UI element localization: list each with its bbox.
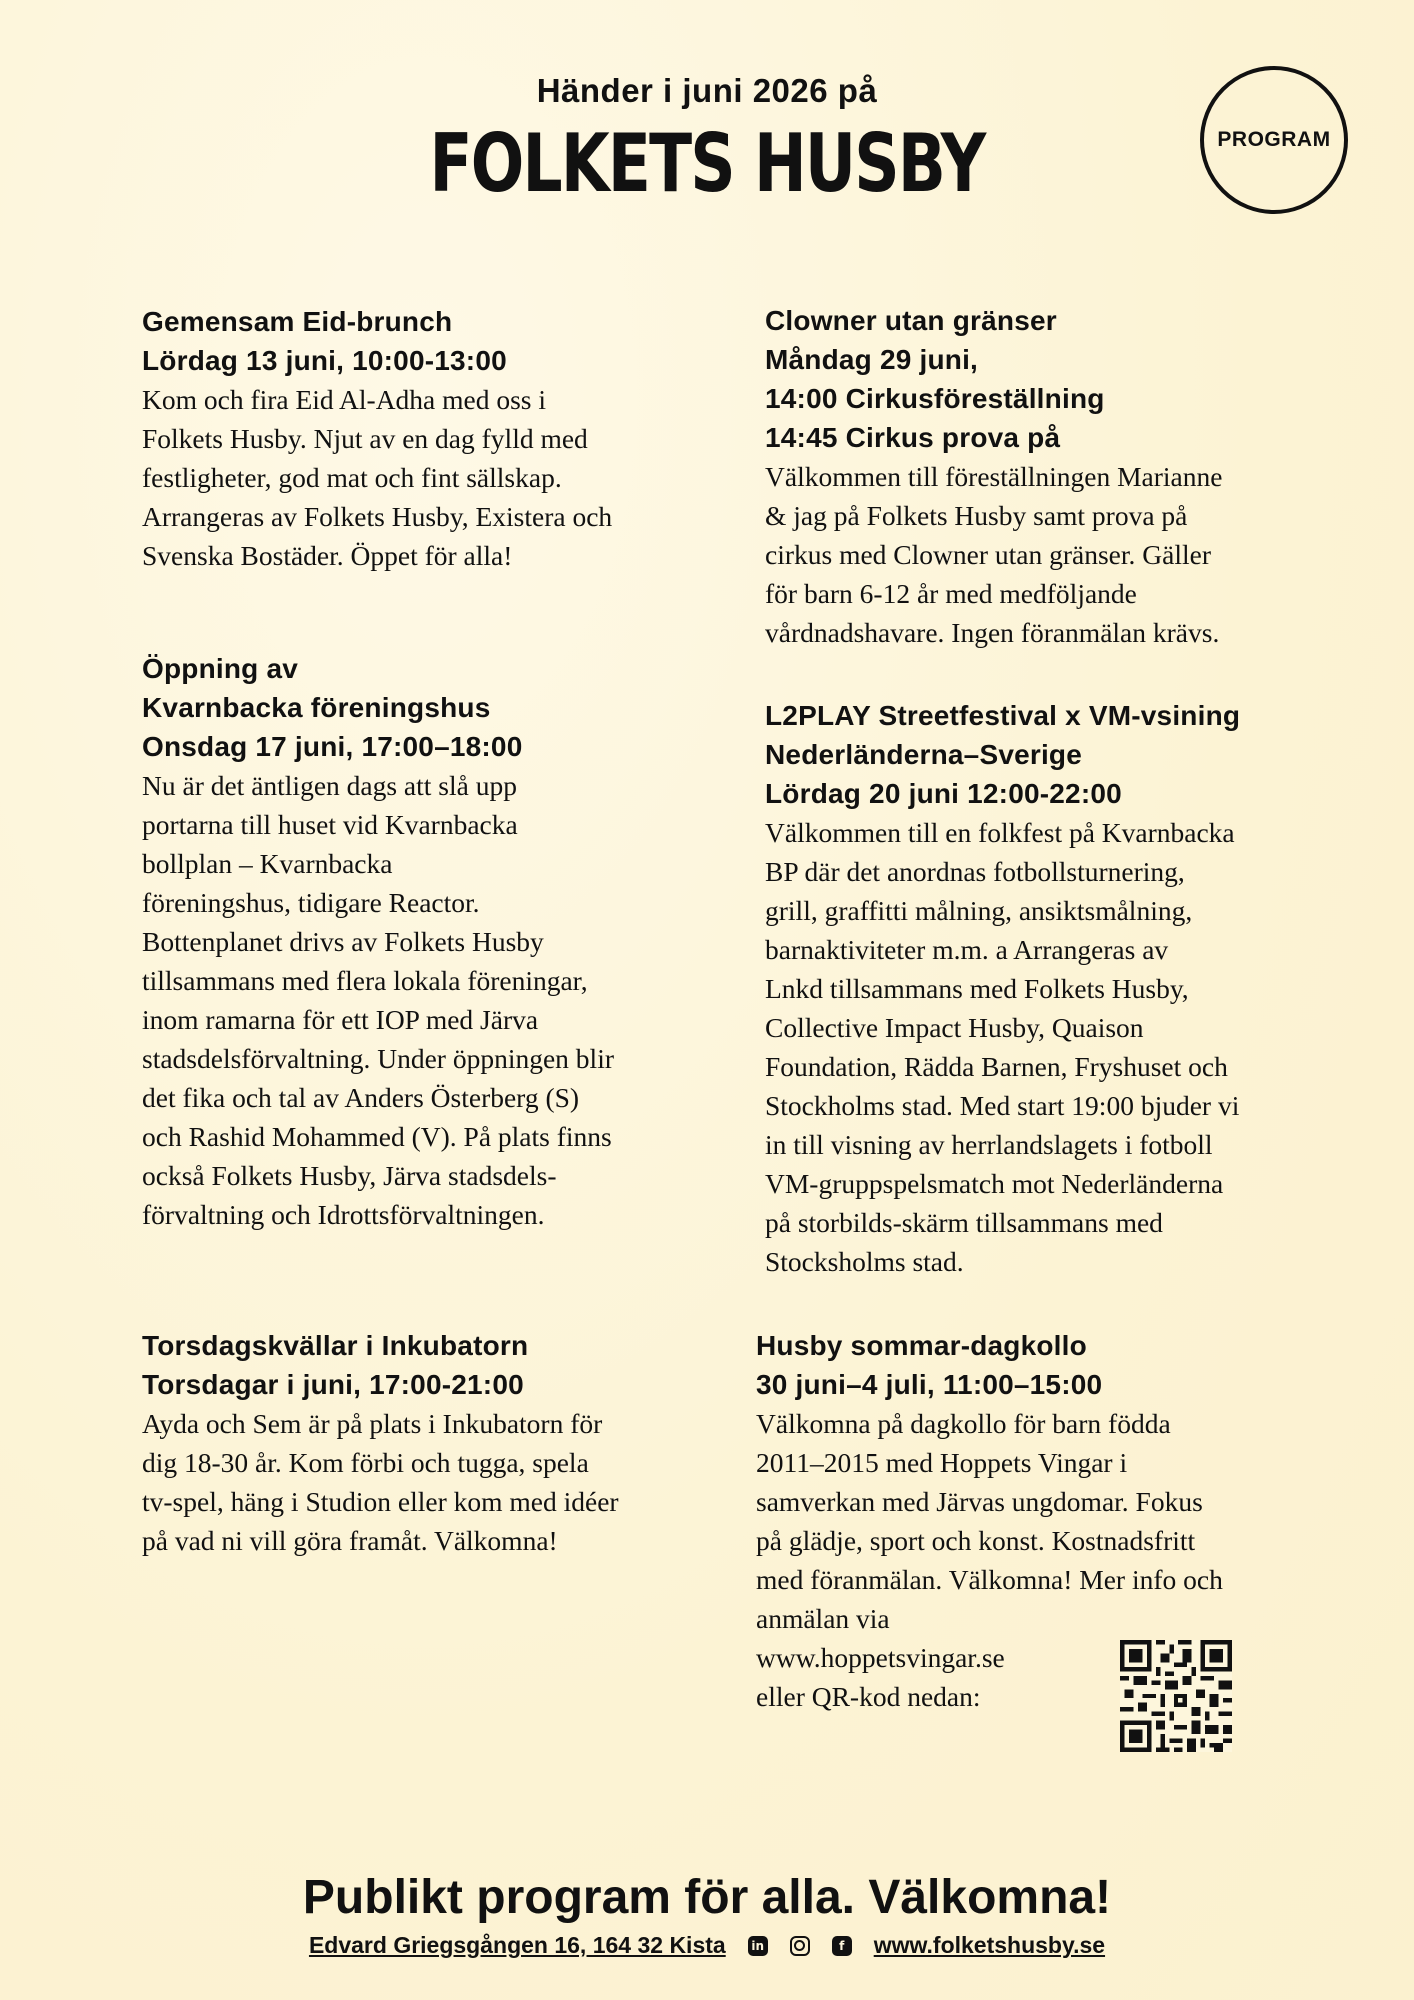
event-heading: Öppning av — [142, 653, 298, 684]
event-line: VM-gruppspelsmatch mot Nederländerna — [765, 1168, 1224, 1199]
event-line: in till visning av herrlandslagets i fotboll — [765, 1129, 1213, 1160]
event-l2play-streetfestival — [765, 696, 1385, 1281]
event-line: Lnkd tillsammans med Folkets Husby, — [765, 973, 1189, 1004]
event-date: Lördag 13 juni, 10:00-13:00 — [142, 345, 507, 376]
website-link[interactable]: www.folketshusby.se — [873, 1932, 1106, 1958]
event-line: föreningshus, tidigare Reactor. — [142, 887, 480, 918]
footer-contact — [0, 1932, 1414, 1959]
event-line: på storbilds-skärm tillsammans med — [765, 1207, 1163, 1238]
event-line: Folkets Husby. Njut av en dag fylld med — [142, 423, 588, 454]
event-date: Lördag 20 juni 12:00-22:00 — [765, 778, 1122, 809]
event-line: samverkan med Järvas ungdomar. Fokus — [756, 1486, 1203, 1517]
event-clowner-utan-granser — [765, 301, 1325, 652]
event-line: förvaltning och Idrottsförvaltningen. — [142, 1199, 545, 1230]
event-line: på glädje, sport och konst. Kostnadsfritt — [756, 1525, 1196, 1556]
footer-slogan: Publikt program för alla. Välkomna! — [302, 1871, 1112, 1924]
event-line: för barn 6-12 år med medföljande — [765, 578, 1137, 609]
event-date: Måndag 29 juni, — [765, 344, 979, 375]
instagram-icon[interactable] — [790, 1936, 810, 1956]
event-line: vårdnadshavare. Ingen föranmälan krävs. — [765, 617, 1220, 648]
event-line: grill, graffitti målning, ansiktsmålning, — [765, 895, 1193, 926]
event-time: 14:00 Cirkusföreställning — [765, 383, 1105, 414]
event-date: Onsdag 17 juni, 17:00–18:00 — [142, 731, 523, 762]
event-line: Välkommen till föreställningen Marianne — [765, 461, 1223, 492]
event-line: BP där det anordnas fotbollsturnering, — [765, 856, 1185, 887]
hoppetsvingar-link[interactable]: www.hoppetsvingar.se — [756, 1642, 1005, 1673]
event-line: dig 18-30 år. Kom förbi och tugga, spela — [142, 1447, 589, 1478]
event-line: med föranmälan. Välkomna! Mer info och — [756, 1564, 1223, 1595]
event-line: Bottenplanet drivs av Folkets Husby — [142, 926, 544, 957]
folkets-husby-logo: FOLKETS HUSBY — [429, 116, 985, 211]
event-line: det fika och tal av Anders Österberg (S) — [142, 1082, 580, 1113]
event-line: anmälan via — [756, 1603, 890, 1634]
event-line: tv-spel, häng i Studion eller kom med idéer — [142, 1486, 619, 1517]
event-line: Arrangeras av Folkets Husby, Existera och — [142, 501, 613, 532]
event-line: på vad ni vill göra framåt. Välkomna! — [142, 1525, 558, 1556]
event-line: Collective Impact Husby, Quaison — [765, 1012, 1144, 1043]
event-line: Foundation, Rädda Barnen, Fryshuset och — [765, 1051, 1228, 1082]
event-line: inom ramarna för ett IOP med Järva — [142, 1004, 539, 1035]
event-kvarnbacka-opening — [142, 649, 702, 1234]
event-line: Välkomna på dagkollo för barn födda — [756, 1408, 1171, 1439]
program-badge: PROGRAM — [1200, 66, 1348, 214]
event-date: Torsdagar i juni, 17:00-21:00 — [142, 1369, 524, 1400]
event-line: bollplan – Kvarnbacka — [142, 848, 393, 879]
event-line: & jag på Folkets Husby samt prova på — [765, 500, 1188, 531]
event-heading: L2PLAY Streetfestival x VM-vsining — [765, 700, 1241, 731]
event-line: Nu är det äntligen dags att slå upp — [142, 770, 517, 801]
event-date: 30 juni–4 juli, 11:00–15:00 — [756, 1369, 1103, 1400]
header-subtitle: Händer i juni 2026 på — [536, 72, 878, 109]
event-line: och Rashid Mohammed (V). På plats finns — [142, 1121, 612, 1152]
event-line: barnaktiviteter m.m. a Arrangeras av — [765, 934, 1169, 965]
event-line: Kom och fira Eid Al-Adha med oss i — [142, 384, 547, 415]
linkedin-icon[interactable]: in — [748, 1936, 768, 1956]
event-heading: Gemensam Eid-brunch — [142, 306, 453, 337]
event-heading: Husby sommar-dagkollo — [756, 1330, 1087, 1361]
event-line: festligheter, god mat och fint sällskap. — [142, 462, 562, 493]
event-eid-brunch — [142, 302, 702, 575]
event-line: tillsammans med flera lokala föreningar, — [142, 965, 588, 996]
event-heading: Kvarnbacka föreningshus — [142, 692, 491, 723]
qr-code-icon[interactable] — [1120, 1640, 1232, 1752]
event-heading: Nederländerna–Sverige — [765, 739, 1083, 770]
event-line: Svenska Bostäder. Öppet för alla! — [142, 540, 513, 571]
event-line: eller QR-kod nedan: — [756, 1681, 981, 1712]
event-heading: Torsdagskvällar i Inkubatorn — [142, 1330, 529, 1361]
event-line: Välkommen till en folkfest på Kvarnbacka — [765, 817, 1235, 848]
event-inkubatorn — [142, 1326, 702, 1560]
event-husby-dagkollo — [756, 1326, 1356, 1716]
event-line: Ayda och Sem är på plats i Inkubatorn för — [142, 1408, 603, 1439]
event-line: också Folkets Husby, Järva stadsdels- — [142, 1160, 557, 1191]
address-link[interactable]: Edvard Griegsgången 16, 164 32 Kista — [308, 1932, 726, 1958]
event-line: portarna till huset vid Kvarnbacka — [142, 809, 518, 840]
event-line: 2011–2015 med Hoppets Vingar i — [756, 1447, 1128, 1478]
event-time: 14:45 Cirkus prova på — [765, 422, 1061, 453]
facebook-icon[interactable]: f — [832, 1936, 852, 1956]
event-heading: Clowner utan gränser — [765, 305, 1057, 336]
event-line: stadsdelsförvaltning. Under öppningen blir — [142, 1043, 614, 1074]
event-line: cirkus med Clowner utan gränser. Gäller — [765, 539, 1211, 570]
event-line: Stockholms stad. Med start 19:00 bjuder vi — [765, 1090, 1240, 1121]
event-line: Stocksholms stad. — [765, 1246, 964, 1277]
